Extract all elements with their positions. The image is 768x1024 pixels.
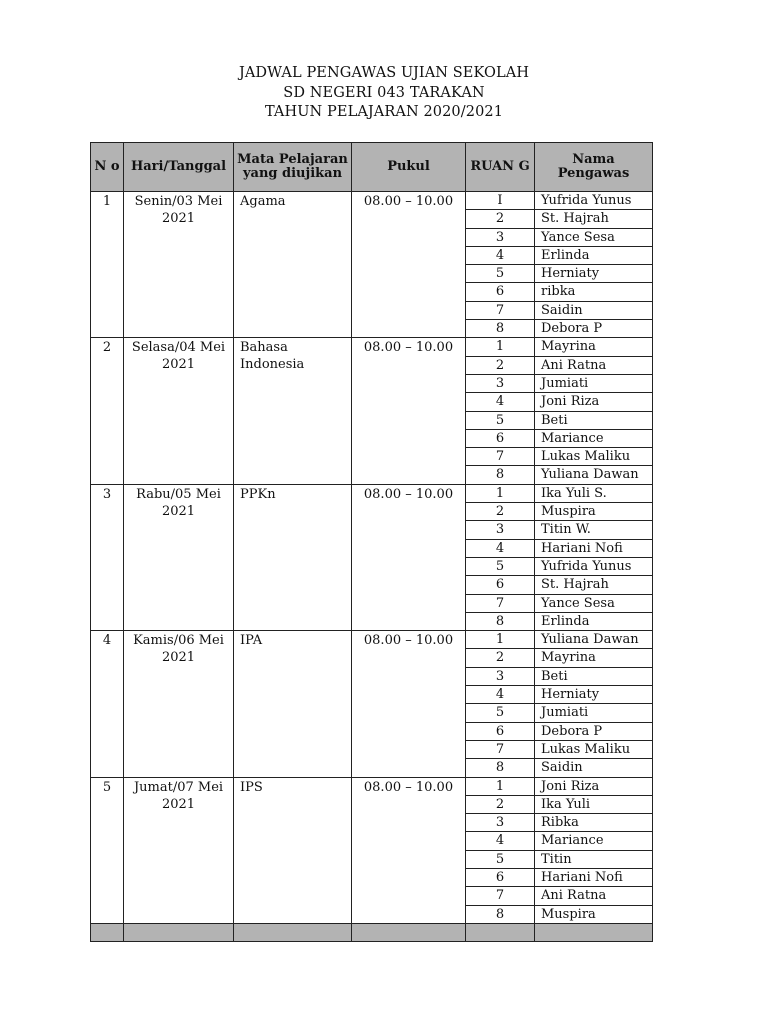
cell-nama-pengawas: Ika Yuli S. <box>535 484 653 502</box>
cell-ruang: 4 <box>466 832 535 850</box>
cell-ruang: 6 <box>466 868 535 886</box>
cell-ruang: 3 <box>466 667 535 685</box>
cell-nama-pengawas: Muspira <box>535 503 653 521</box>
cell-nama-pengawas: Hariani Nofi <box>535 539 653 557</box>
footer-cell <box>91 923 124 941</box>
cell-nama-pengawas: ribka <box>535 283 653 301</box>
cell-nama-pengawas: Beti <box>535 667 653 685</box>
cell-ruang: 6 <box>466 283 535 301</box>
cell-ruang: 5 <box>466 704 535 722</box>
cell-ruang: 4 <box>466 539 535 557</box>
cell-nama-pengawas: Lukas Maliku <box>535 740 653 758</box>
cell-ruang: 1 <box>466 338 535 356</box>
cell-ruang: 2 <box>466 210 535 228</box>
cell-ruang: 8 <box>466 905 535 923</box>
cell-ruang: 1 <box>466 631 535 649</box>
header-pukul: Pukul <box>352 143 466 192</box>
cell-ruang: 1 <box>466 484 535 502</box>
cell-hari-tanggal: Kamis/06 Mei 2021 <box>124 631 234 777</box>
table-row <box>91 631 653 649</box>
header-no: N o <box>91 143 124 192</box>
cell-ruang: 5 <box>466 557 535 575</box>
cell-nama-pengawas: Debora P <box>535 722 653 740</box>
cell-hari-tanggal: Jumat/07 Mei 2021 <box>124 777 234 923</box>
cell-pukul: 08.00 – 10.00 <box>352 484 466 630</box>
footer-cell <box>234 923 352 941</box>
cell-no: 2 <box>91 338 124 484</box>
cell-ruang: 6 <box>466 722 535 740</box>
cell-no: 3 <box>91 484 124 630</box>
cell-ruang: 3 <box>466 521 535 539</box>
cell-ruang: 7 <box>466 887 535 905</box>
cell-nama-pengawas: Jumiati <box>535 704 653 722</box>
cell-nama-pengawas: Jumiati <box>535 374 653 392</box>
cell-ruang: 2 <box>466 356 535 374</box>
cell-nama-pengawas: Debora P <box>535 320 653 338</box>
cell-ruang: 5 <box>466 265 535 283</box>
cell-ruang: 8 <box>466 759 535 777</box>
cell-nama-pengawas: Erlinda <box>535 246 653 264</box>
cell-ruang: 6 <box>466 576 535 594</box>
cell-ruang: 3 <box>466 228 535 246</box>
cell-hari-tanggal: Senin/03 Mei 2021 <box>124 192 234 338</box>
cell-nama-pengawas: Ani Ratna <box>535 887 653 905</box>
cell-nama-pengawas: Ani Ratna <box>535 356 653 374</box>
cell-nama-pengawas: Lukas Maliku <box>535 448 653 466</box>
cell-mata-pelajaran: IPA <box>234 631 352 777</box>
cell-no: 1 <box>91 192 124 338</box>
table-row <box>91 192 653 210</box>
cell-pukul: 08.00 – 10.00 <box>352 631 466 777</box>
title-line-3: TAHUN PELAJARAN 2020/2021 <box>264 104 504 120</box>
footer-cell <box>535 923 653 941</box>
cell-ruang: 3 <box>466 814 535 832</box>
table-row <box>91 338 653 356</box>
cell-ruang: 5 <box>466 411 535 429</box>
cell-nama-pengawas: Mayrina <box>535 338 653 356</box>
header-nama-pengawas: Nama Pengawas <box>535 143 653 192</box>
cell-nama-pengawas: Saidin <box>535 301 653 319</box>
cell-nama-pengawas: Hariani Nofi <box>535 868 653 886</box>
table-row <box>91 484 653 502</box>
cell-nama-pengawas: Yance Sesa <box>535 594 653 612</box>
cell-ruang: 8 <box>466 612 535 630</box>
cell-hari-tanggal: Rabu/05 Mei 2021 <box>124 484 234 630</box>
cell-ruang: 5 <box>466 850 535 868</box>
table-body <box>91 192 653 942</box>
cell-ruang: 2 <box>466 795 535 813</box>
header-mata-pelajaran: Mata Pelajaran yang diujikan <box>234 143 352 192</box>
cell-nama-pengawas: Joni Riza <box>535 777 653 795</box>
cell-no: 5 <box>91 777 124 923</box>
footer-cell <box>352 923 466 941</box>
table-header-row <box>91 143 653 192</box>
cell-ruang: 4 <box>466 686 535 704</box>
footer-cell <box>124 923 234 941</box>
document-title <box>0 64 768 123</box>
cell-ruang: 1 <box>466 777 535 795</box>
cell-ruang: 2 <box>466 649 535 667</box>
header-hari-tanggal: Hari/Tanggal <box>124 143 234 192</box>
cell-mata-pelajaran: Agama <box>234 192 352 338</box>
cell-nama-pengawas: Yuliana Dawan <box>535 466 653 484</box>
cell-nama-pengawas: Yuliana Dawan <box>535 631 653 649</box>
cell-ruang: I <box>466 192 535 210</box>
footer-cell <box>466 923 535 941</box>
cell-nama-pengawas: Yufrida Yunus <box>535 557 653 575</box>
cell-mata-pelajaran: Bahasa Indonesia <box>234 338 352 484</box>
cell-nama-pengawas: St. Hajrah <box>535 210 653 228</box>
table-footer-row <box>91 923 653 941</box>
cell-nama-pengawas: Herniaty <box>535 265 653 283</box>
schedule-table <box>90 142 653 942</box>
title-line-1: JADWAL PENGAWAS UJIAN SEKOLAH <box>238 65 530 81</box>
cell-nama-pengawas: Herniaty <box>535 686 653 704</box>
cell-ruang: 8 <box>466 466 535 484</box>
cell-nama-pengawas: Joni Riza <box>535 393 653 411</box>
cell-ruang: 3 <box>466 374 535 392</box>
cell-nama-pengawas: Ika Yuli <box>535 795 653 813</box>
cell-pukul: 08.00 – 10.00 <box>352 338 466 484</box>
cell-ruang: 8 <box>466 320 535 338</box>
cell-pukul: 08.00 – 10.00 <box>352 777 466 923</box>
cell-ruang: 7 <box>466 448 535 466</box>
cell-nama-pengawas: Titin W. <box>535 521 653 539</box>
cell-hari-tanggal: Selasa/04 Mei 2021 <box>124 338 234 484</box>
cell-nama-pengawas: Mariance <box>535 429 653 447</box>
cell-nama-pengawas: Saidin <box>535 759 653 777</box>
cell-ruang: 2 <box>466 503 535 521</box>
header-ruang: RUAN G <box>466 143 535 192</box>
cell-nama-pengawas: Yance Sesa <box>535 228 653 246</box>
cell-ruang: 7 <box>466 301 535 319</box>
cell-ruang: 4 <box>466 393 535 411</box>
cell-nama-pengawas: Mayrina <box>535 649 653 667</box>
cell-ruang: 6 <box>466 429 535 447</box>
cell-nama-pengawas: St. Hajrah <box>535 576 653 594</box>
cell-nama-pengawas: Erlinda <box>535 612 653 630</box>
cell-ruang: 4 <box>466 246 535 264</box>
title-line-2: SD NEGERI 043 TARAKAN <box>283 84 485 101</box>
cell-nama-pengawas: Beti <box>535 411 653 429</box>
cell-pukul: 08.00 – 10.00 <box>352 192 466 338</box>
cell-mata-pelajaran: PPKn <box>234 484 352 630</box>
cell-nama-pengawas: Yufrida Yunus <box>535 192 653 210</box>
cell-mata-pelajaran: IPS <box>234 777 352 923</box>
cell-ruang: 7 <box>466 740 535 758</box>
cell-ruang: 7 <box>466 594 535 612</box>
cell-nama-pengawas: Titin <box>535 850 653 868</box>
cell-nama-pengawas: Ribka <box>535 814 653 832</box>
cell-nama-pengawas: Muspira <box>535 905 653 923</box>
table-row <box>91 777 653 795</box>
cell-no: 4 <box>91 631 124 777</box>
cell-nama-pengawas: Mariance <box>535 832 653 850</box>
